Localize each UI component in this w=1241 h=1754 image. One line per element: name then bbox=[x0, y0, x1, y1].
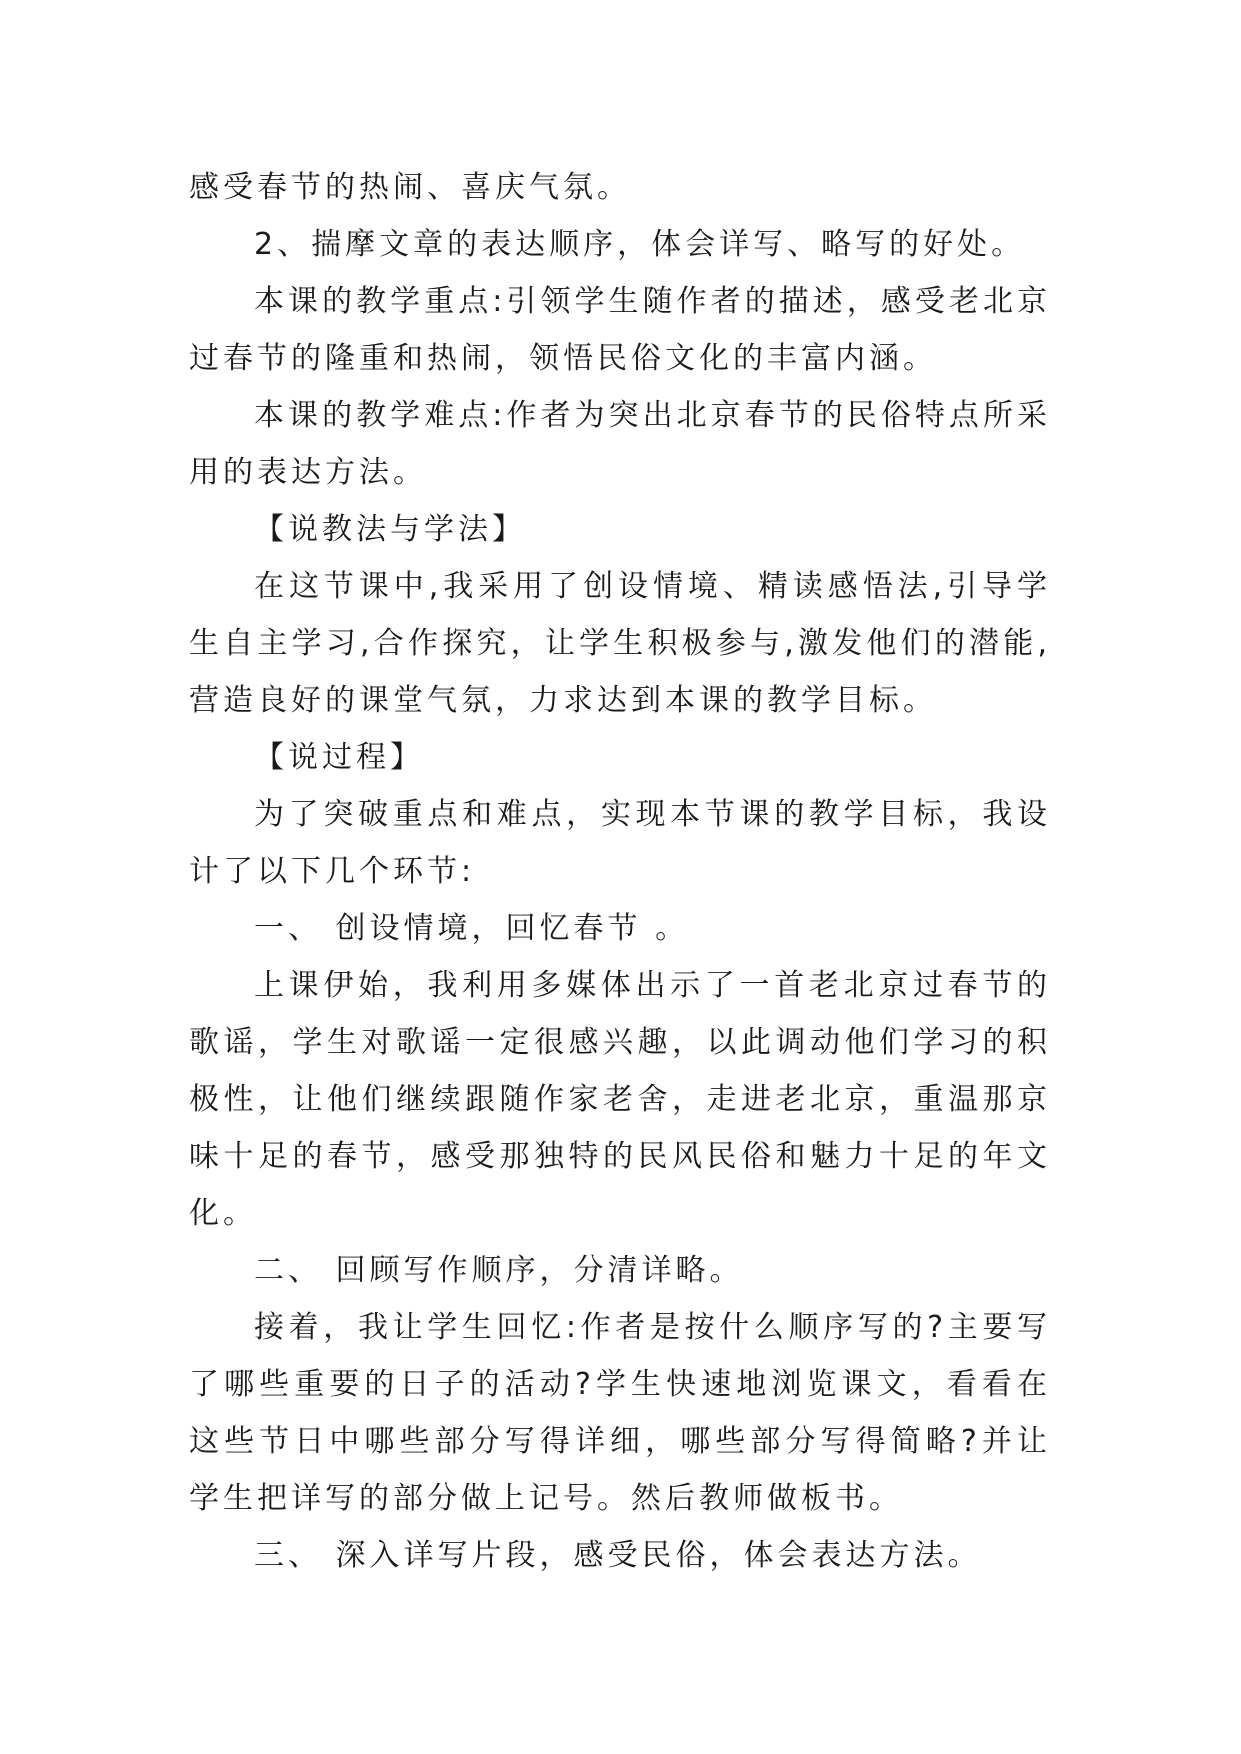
paragraph-process-intro: 为了突破重点和难点，实现本节课的教学目标，我设计了以下几个环节: bbox=[189, 797, 1051, 889]
step-heading-3: 三、 深入详写片段，感受民俗，体会表达方法。 bbox=[254, 1538, 982, 1573]
document-body bbox=[189, 159, 1051, 1584]
paragraph-step-1: 上课伊始，我利用多媒体出示了一首老北京过春节的歌谣，学生对歌谣一定很感兴趣，以此调动他们学习的积极性，让他们继续跟随作家老舍，走进老北京，重温那京味十足的春节，感受那独特的民风民俗和魅力十足的年文化。 bbox=[189, 968, 1051, 1231]
step-heading-2: 二、 回顾写作顺序，分清详略。 bbox=[254, 1253, 744, 1288]
paragraph-methods: 在这节课中,我采用了创设情境、精读感悟法,引导学生自主学习,合作探究，让学生积极参与,激发他们的潜能,营造良好的课堂气氛，力求达到本课的教学目标。 bbox=[189, 569, 1051, 718]
step-heading-1: 一、 创设情境，回忆春节 。 bbox=[254, 911, 690, 946]
paragraph-continuation: 感受春节的热闹、喜庆气氛。 bbox=[189, 170, 631, 205]
paragraph-difficulty: 本课的教学难点:作者为突出北京春节的民俗特点所采用的表达方法。 bbox=[189, 398, 1051, 490]
paragraph-key-point: 本课的教学重点:引领学生随作者的描述，感受老北京过春节的隆重和热闹，领悟民俗文化的丰富内涵。 bbox=[189, 284, 1051, 376]
section-heading-process: 【说过程】 bbox=[254, 740, 424, 775]
section-heading-methods: 【说教法与学法】 bbox=[254, 512, 526, 547]
paragraph-objective-2: 2、揣摩文章的表达顺序，体会详写、略写的好处。 bbox=[254, 227, 1026, 262]
paragraph-step-2: 接着，我让学生回忆:作者是按什么顺序写的?主要写了哪些重要的日子的活动?学生快速地浏览课文，看看在这些节日中哪些部分写得详细，哪些部分写得简略?并让学生把详写的部分做上记号。然后教师做板书。 bbox=[189, 1310, 1051, 1516]
